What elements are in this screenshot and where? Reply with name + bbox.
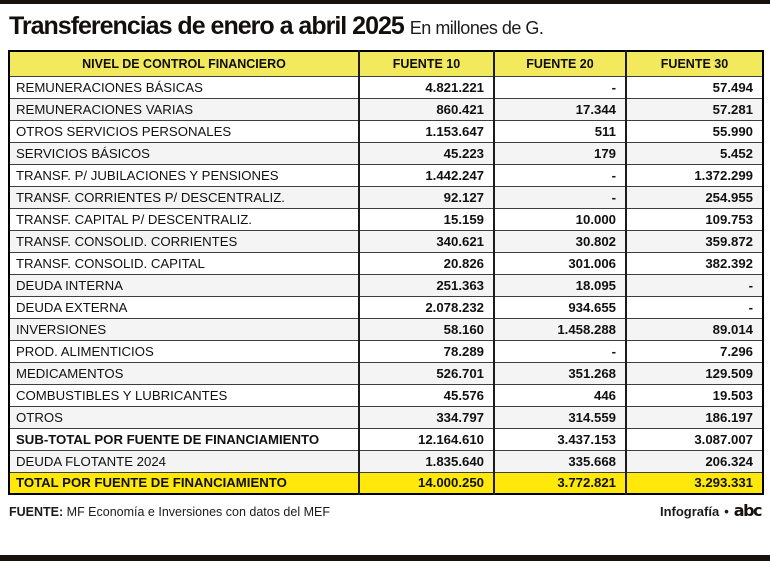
row-value: 57.281 — [626, 98, 763, 120]
row-value: 335.668 — [494, 450, 626, 472]
table-row — [9, 428, 763, 450]
row-value: 14.000.250 — [359, 472, 494, 494]
row-value: 45.223 — [359, 142, 494, 164]
row-value: 1.372.299 — [626, 164, 763, 186]
row-value: 3.772.821 — [494, 472, 626, 494]
table-row — [9, 274, 763, 296]
row-value: 206.324 — [626, 450, 763, 472]
row-value: 129.509 — [626, 362, 763, 384]
row-value: 1.835.640 — [359, 450, 494, 472]
row-value: 10.000 — [494, 208, 626, 230]
table-row — [9, 230, 763, 252]
data-table — [8, 50, 764, 495]
row-value: 7.296 — [626, 340, 763, 362]
credit-bullet: • — [724, 504, 729, 519]
row-value: 15.159 — [359, 208, 494, 230]
row-label: OTROS SERVICIOS PERSONALES — [9, 120, 359, 142]
row-value: 446 — [494, 384, 626, 406]
column-header-fuente10: FUENTE 10 — [359, 51, 494, 76]
row-value: 57.494 — [626, 76, 763, 98]
row-label: REMUNERACIONES BÁSICAS — [9, 76, 359, 98]
row-label: TRANSF. CORRIENTES P/ DESCENTRALIZ. — [9, 186, 359, 208]
row-value: 334.797 — [359, 406, 494, 428]
page-subtitle: En millones de G. — [409, 18, 544, 38]
row-value: - — [494, 76, 626, 98]
table-row — [9, 472, 763, 494]
row-label: MEDICAMENTOS — [9, 362, 359, 384]
row-value: 4.821.221 — [359, 76, 494, 98]
row-value: 340.621 — [359, 230, 494, 252]
table-row — [9, 318, 763, 340]
row-label: INVERSIONES — [9, 318, 359, 340]
row-label: COMBUSTIBLES Y LUBRICANTES — [9, 384, 359, 406]
header-row — [9, 51, 763, 76]
table-row — [9, 384, 763, 406]
row-value: 5.452 — [626, 142, 763, 164]
row-value: 1.458.288 — [494, 318, 626, 340]
table-row — [9, 406, 763, 428]
row-label: SERVICIOS BÁSICOS — [9, 142, 359, 164]
row-label: DEUDA FLOTANTE 2024 — [9, 450, 359, 472]
row-label: TRANSF. P/ JUBILACIONES Y PENSIONES — [9, 164, 359, 186]
row-value: 20.826 — [359, 252, 494, 274]
bottom-bar — [0, 555, 770, 561]
row-value: 526.701 — [359, 362, 494, 384]
row-label: TRANSF. CONSOLID. CAPITAL — [9, 252, 359, 274]
column-header-nivel: NIVEL DE CONTROL FINANCIERO — [9, 51, 359, 76]
row-value: 301.006 — [494, 252, 626, 274]
row-value: - — [626, 274, 763, 296]
table-row — [9, 340, 763, 362]
table-row — [9, 362, 763, 384]
row-label: OTROS — [9, 406, 359, 428]
row-value: 78.289 — [359, 340, 494, 362]
row-value: 511 — [494, 120, 626, 142]
row-label: TRANSF. CONSOLID. CORRIENTES — [9, 230, 359, 252]
row-value: 254.955 — [626, 186, 763, 208]
row-value: - — [626, 296, 763, 318]
row-label: DEUDA EXTERNA — [9, 296, 359, 318]
row-value: 934.655 — [494, 296, 626, 318]
row-value: 1.153.647 — [359, 120, 494, 142]
table-row — [9, 252, 763, 274]
row-label: TOTAL POR FUENTE DE FINANCIAMIENTO — [9, 472, 359, 494]
row-value: 92.127 — [359, 186, 494, 208]
row-value: - — [494, 164, 626, 186]
row-value: 351.268 — [494, 362, 626, 384]
source-text: MF Economía e Inversiones con datos del MEF — [66, 505, 330, 519]
row-value: 3.087.007 — [626, 428, 763, 450]
row-value: 19.503 — [626, 384, 763, 406]
row-value: 382.392 — [626, 252, 763, 274]
row-value: 18.095 — [494, 274, 626, 296]
row-value: 30.802 — [494, 230, 626, 252]
row-value: 2.078.232 — [359, 296, 494, 318]
table-row — [9, 450, 763, 472]
top-bar — [0, 0, 770, 4]
row-label: DEUDA INTERNA — [9, 274, 359, 296]
row-value: 109.753 — [626, 208, 763, 230]
row-value: 12.164.610 — [359, 428, 494, 450]
row-value: 860.421 — [359, 98, 494, 120]
column-header-fuente30: FUENTE 30 — [626, 51, 763, 76]
credit-line — [660, 502, 761, 521]
table-row — [9, 164, 763, 186]
row-label: TRANSF. CAPITAL P/ DESCENTRALIZ. — [9, 208, 359, 230]
row-value: 17.344 — [494, 98, 626, 120]
table-row — [9, 296, 763, 318]
row-value: 179 — [494, 142, 626, 164]
table-row — [9, 76, 763, 98]
row-value: 1.442.247 — [359, 164, 494, 186]
row-value: 45.576 — [359, 384, 494, 406]
row-value: 89.014 — [626, 318, 763, 340]
source-line — [9, 505, 330, 519]
source-label: FUENTE: — [9, 505, 64, 519]
table-row — [9, 208, 763, 230]
column-header-fuente20: FUENTE 20 — [494, 51, 626, 76]
row-value: - — [494, 186, 626, 208]
row-value: 251.363 — [359, 274, 494, 296]
page-header — [9, 12, 762, 41]
row-value: - — [494, 340, 626, 362]
credit-label: Infografía — [659, 504, 720, 519]
row-value: 3.437.153 — [494, 428, 626, 450]
page-title: Transferencias de enero a abril 2025 — [9, 12, 404, 40]
row-label: SUB-TOTAL POR FUENTE DE FINANCIAMIENTO — [9, 428, 359, 450]
table-row — [9, 120, 763, 142]
row-value: 186.197 — [626, 406, 763, 428]
row-label: REMUNERACIONES VARIAS — [9, 98, 359, 120]
table-row — [9, 186, 763, 208]
table-body — [9, 76, 763, 494]
table-row — [9, 142, 763, 164]
table-row — [9, 98, 763, 120]
footer — [9, 502, 761, 521]
row-label: PROD. ALIMENTICIOS — [9, 340, 359, 362]
row-value: 3.293.331 — [626, 472, 763, 494]
row-value: 55.990 — [626, 120, 763, 142]
row-value: 314.559 — [494, 406, 626, 428]
row-value: 359.872 — [626, 230, 763, 252]
row-value: 58.160 — [359, 318, 494, 340]
abc-logo: abc — [733, 501, 761, 520]
